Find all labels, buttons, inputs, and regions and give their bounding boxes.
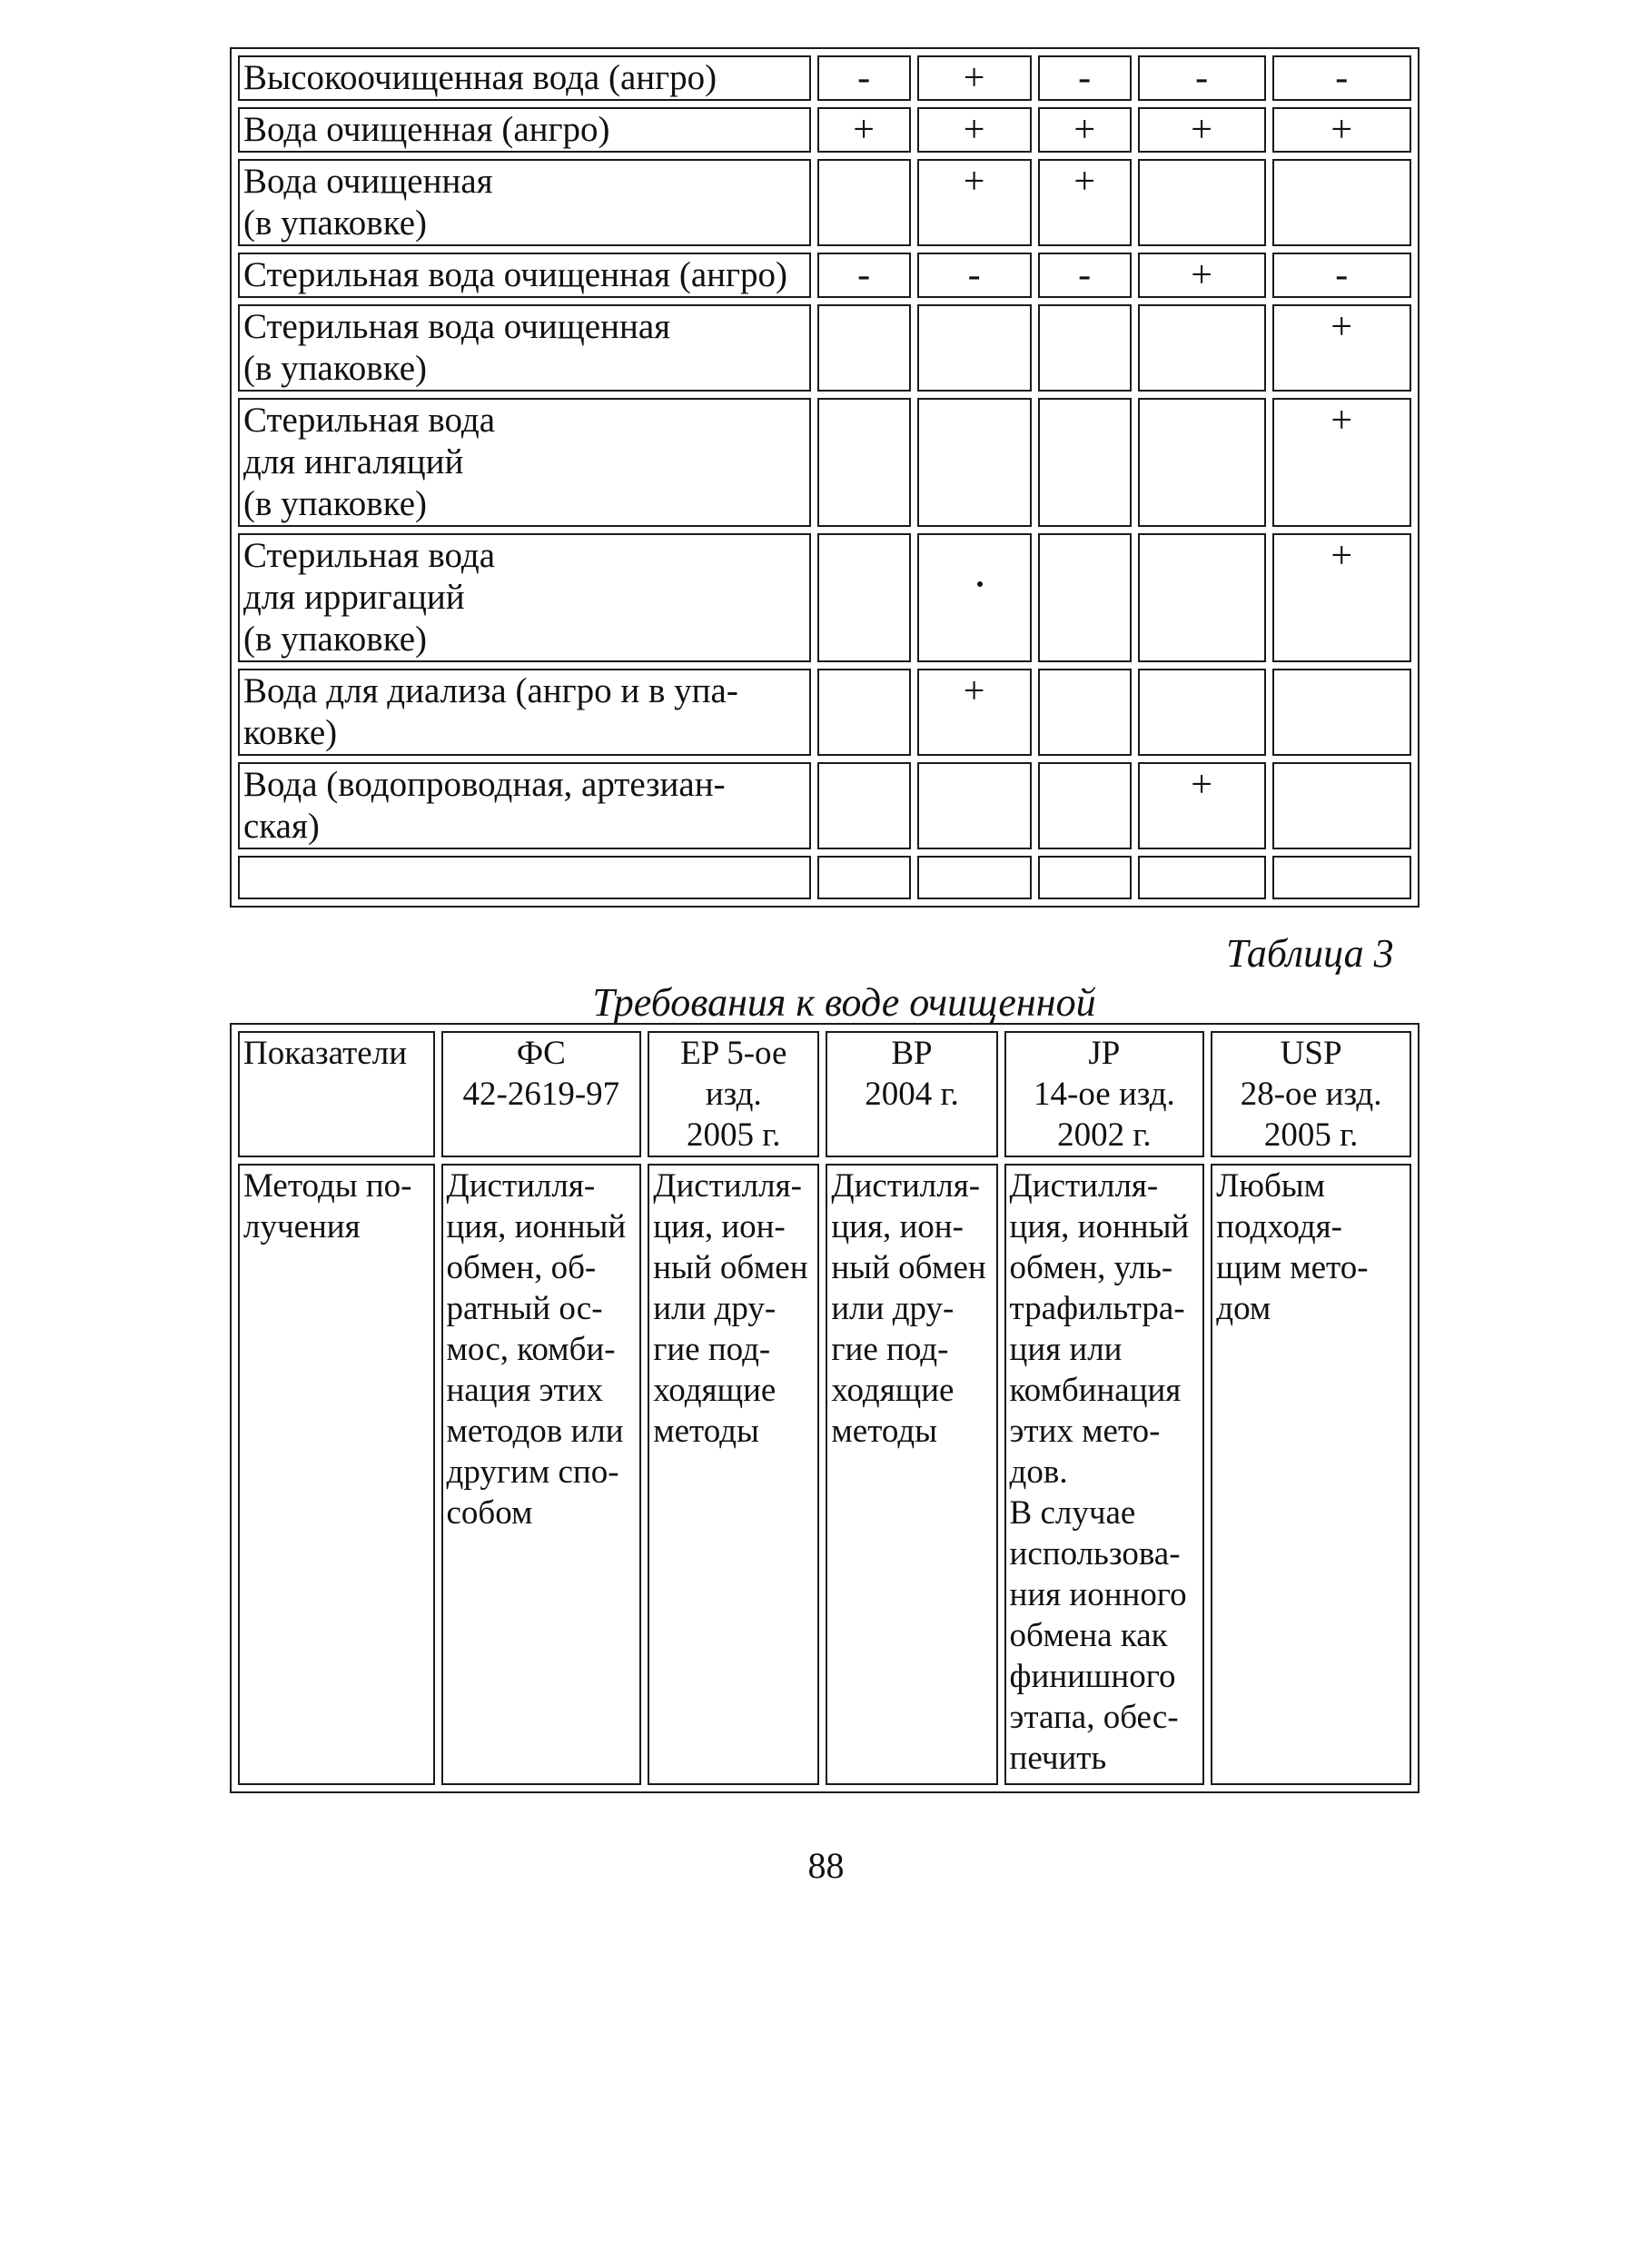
water-type-mark	[917, 856, 1032, 899]
water-type-mark	[1038, 304, 1132, 392]
water-type-mark: -	[1272, 253, 1412, 298]
table-number-label: Таблица 3	[1226, 931, 1394, 976]
water-type-mark: -	[1038, 253, 1132, 298]
stray-dot-mark	[977, 581, 983, 587]
purified-water-requirements-table	[230, 1023, 1420, 1793]
water-type-mark	[917, 762, 1032, 849]
water-type-label: Вода для диализа (ангро и в упа- ковке)	[238, 669, 811, 756]
water-type-mark	[917, 398, 1032, 527]
water-type-mark	[1038, 533, 1132, 662]
water-type-mark	[1038, 669, 1132, 756]
water-type-mark	[817, 856, 911, 899]
water-type-mark	[817, 533, 911, 662]
requirements-cell: Любым подходя- щим мето- дом	[1211, 1164, 1411, 1785]
page-number: 88	[807, 1845, 845, 1886]
water-type-mark: +	[917, 669, 1032, 756]
requirements-table-body	[238, 1164, 1411, 1785]
water-type-mark: +	[917, 159, 1032, 246]
water-type-mark: +	[817, 107, 911, 153]
requirements-cell: Дистилля- ция, ион- ный обмен или дру- гие под- ходящие методы	[648, 1164, 819, 1785]
water-type-mark: +	[1038, 107, 1132, 153]
water-type-mark: -	[1138, 55, 1266, 101]
water-type-mark	[1272, 856, 1412, 899]
requirements-cell: Методы по- лучения	[238, 1164, 435, 1785]
requirements-row	[238, 1164, 1411, 1785]
water-type-mark: -	[917, 253, 1032, 298]
requirements-cell: Дистилля- ция, ион- ный обмен или дру- гие под- ходящие методы	[826, 1164, 997, 1785]
water-type-label	[238, 856, 811, 899]
water-type-row	[238, 762, 1411, 849]
water-type-mark: +	[1272, 107, 1412, 153]
water-type-mark	[1138, 159, 1266, 246]
column-header: JP 14-ое изд. 2002 г.	[1004, 1031, 1205, 1157]
water-type-mark	[1138, 669, 1266, 756]
water-type-mark: +	[1272, 304, 1412, 392]
water-type-mark: -	[1272, 55, 1412, 101]
water-type-label: Стерильная вода очищенная (ангро)	[238, 253, 811, 298]
water-type-mark	[817, 669, 911, 756]
water-type-mark	[817, 159, 911, 246]
water-type-mark	[1038, 398, 1132, 527]
water-type-row	[238, 669, 1411, 756]
water-type-row	[238, 159, 1411, 246]
water-type-row	[238, 55, 1411, 101]
water-type-mark: +	[1138, 253, 1266, 298]
water-type-row	[238, 253, 1411, 298]
column-header: Показатели	[238, 1031, 435, 1157]
water-type-mark	[817, 304, 911, 392]
water-type-mark	[1038, 856, 1132, 899]
water-type-mark: +	[1038, 159, 1132, 246]
water-type-label: Стерильная вода очищенная (в упаковке)	[238, 304, 811, 392]
column-header: ФС 42-2619-97	[441, 1031, 642, 1157]
water-type-mark	[817, 398, 911, 527]
water-type-row	[238, 533, 1411, 662]
water-type-row	[238, 856, 1411, 899]
water-type-mark	[1272, 762, 1412, 849]
water-type-label: Вода (водопроводная, артезиан- ская)	[238, 762, 811, 849]
water-type-mark: +	[1272, 533, 1412, 662]
water-type-row	[238, 304, 1411, 392]
water-type-mark: +	[917, 107, 1032, 153]
table-title: Требования к воде очищенной	[592, 980, 1096, 1025]
water-type-mark: +	[1138, 762, 1266, 849]
water-type-label: Стерильная вода для ирригаций (в упаковке)	[238, 533, 811, 662]
water-type-label: Вода очищенная (в упаковке)	[238, 159, 811, 246]
requirements-header-row	[238, 1031, 1411, 1157]
water-types-table-body	[238, 55, 1411, 899]
water-type-label: Высокоочищенная вода (ангро)	[238, 55, 811, 101]
column-header: EP 5-ое изд. 2005 г.	[648, 1031, 819, 1157]
water-type-row	[238, 398, 1411, 527]
water-type-mark	[1138, 856, 1266, 899]
water-type-mark: -	[817, 253, 911, 298]
water-type-label: Вода очищенная (ангро)	[238, 107, 811, 153]
water-type-mark	[917, 533, 1032, 662]
water-type-mark	[1138, 304, 1266, 392]
water-type-label: Стерильная вода для ингаляций (в упаковке)	[238, 398, 811, 527]
water-type-mark: -	[817, 55, 911, 101]
water-types-table	[230, 47, 1420, 908]
water-type-mark: +	[917, 55, 1032, 101]
water-type-mark	[817, 762, 911, 849]
water-type-row	[238, 107, 1411, 153]
water-type-mark	[1138, 398, 1266, 527]
water-type-mark: +	[1138, 107, 1266, 153]
water-type-mark	[1138, 533, 1266, 662]
water-type-mark: -	[1038, 55, 1132, 101]
water-type-mark	[1272, 159, 1412, 246]
water-type-mark	[917, 304, 1032, 392]
requirements-cell: Дистилля- ция, ионный обмен, об- ратный ос- мос, комби- нация этих методов или другим спо- собом	[441, 1164, 642, 1785]
column-header: USP 28-ое изд. 2005 г.	[1211, 1031, 1411, 1157]
water-type-mark	[1038, 762, 1132, 849]
requirements-cell: Дистилля- ция, ионный обмен, уль- трафильтра- ция или комбинация этих мето- дов. В случае использова- ния ионного обмена как финишного этапа, обес- печить	[1004, 1164, 1205, 1785]
column-header: BP 2004 г.	[826, 1031, 997, 1157]
water-type-mark	[1272, 669, 1412, 756]
water-type-mark: +	[1272, 398, 1412, 527]
